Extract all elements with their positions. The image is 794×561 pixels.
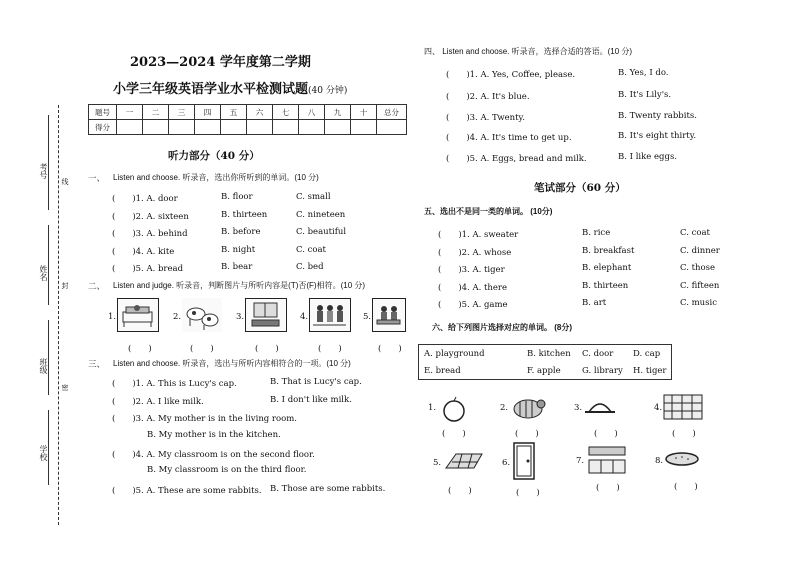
score-cell: 六: [247, 105, 273, 120]
binding-cut-line: [58, 105, 59, 525]
s6-pic6-answer[interactable]: ( ): [516, 488, 540, 498]
playground-picture-icon: [442, 448, 486, 474]
score-input-cell[interactable]: [195, 120, 221, 135]
s1-q5-a[interactable]: ( )5. A. bread: [112, 264, 184, 274]
s1-q5-b: B. bear: [221, 262, 253, 272]
cut-mi-mark: 密: [61, 384, 69, 391]
pic1-number: 1.: [108, 312, 117, 322]
section2-instruction: Listen and judge. 听录音，判断图片与所听内容是(T)否(F)相符。(10 分): [113, 281, 366, 290]
s6-pic5-answer[interactable]: ( ): [448, 486, 472, 496]
cut-line-mark: 线: [61, 178, 69, 185]
score-input-cell[interactable]: [273, 120, 299, 135]
score-input-cell[interactable]: [351, 120, 377, 135]
living-room-picture-icon: [246, 299, 285, 330]
class-field[interactable]: [48, 320, 49, 395]
s6-pic2-answer[interactable]: ( ): [515, 429, 539, 439]
cut-seal-mark: 封: [61, 282, 69, 289]
s6-pic2-number: 2.: [500, 403, 509, 413]
people-picture-icon: [310, 299, 349, 330]
score-input-cell[interactable]: [221, 120, 247, 135]
s1-q2-a[interactable]: ( )2. A. sixteen: [112, 212, 189, 222]
listening-heading: 听力部分（40 分）: [168, 150, 260, 162]
s5-q1-b: B. rice: [582, 228, 611, 238]
score-cell: 总分: [377, 105, 407, 120]
score-cell: 二: [143, 105, 169, 120]
exam-duration: (40 分钟): [308, 86, 348, 96]
section3-instruction: Listen and choose. 听录音，选出与所听内容相符合的一项。(10 分): [113, 359, 351, 368]
s4-q4-a[interactable]: ( )4. A. It's time to get up.: [446, 133, 572, 143]
score-table-header-row: [89, 105, 407, 120]
word-bank-g: G. library: [582, 366, 623, 376]
score-cell: 三: [169, 105, 195, 120]
score-input-cell[interactable]: [325, 120, 351, 135]
score-cell: 一: [117, 105, 143, 120]
section1-number: 一、: [88, 174, 106, 184]
s1-q4-b: B. night: [221, 245, 256, 255]
score-cell: 七: [273, 105, 299, 120]
s4-q4-b: B. It's eight thirty.: [618, 131, 697, 141]
s5-q5-b: B. art: [582, 298, 607, 308]
s3-q5-a[interactable]: ( )5. A. These are some rabbits.: [112, 486, 262, 496]
s1-q3-a[interactable]: ( )3. A. behind: [112, 229, 188, 239]
s5-q5-c: C. music: [680, 298, 717, 308]
pic3-number: 3.: [236, 312, 245, 322]
score-table-score-row: [89, 120, 407, 135]
score-table: [88, 104, 407, 135]
s3-q3-a[interactable]: ( )3. A. My mother is in the living room.: [112, 414, 297, 424]
s5-q4-a[interactable]: ( )4. A. there: [438, 283, 508, 293]
exam-title-line2: [113, 78, 347, 97]
pic4-box: [309, 298, 351, 332]
s1-q1-b: B. floor: [221, 192, 253, 202]
apple-picture-icon: [440, 396, 468, 422]
written-heading: 笔试部分（60 分）: [534, 182, 626, 194]
s1-q5-c: C. bed: [296, 262, 324, 272]
section6-heading: 六、给下列图片选择对应的单词。 (8分): [432, 323, 572, 332]
s5-q2-a[interactable]: ( )2. A. whose: [438, 248, 512, 258]
score-input-cell[interactable]: [247, 120, 273, 135]
s3-q2-b: B. I don't like milk.: [270, 395, 352, 405]
bed-picture-icon: [118, 299, 157, 330]
library-picture-icon: [662, 391, 704, 423]
exam-title-line1: 2023—2024 学年度第二学期: [130, 55, 311, 70]
s4-q3-a[interactable]: ( )3. A. Twenty.: [446, 113, 525, 123]
s5-q2-c: C. dinner: [680, 246, 720, 256]
score-cell: 十: [351, 105, 377, 120]
word-bank-d: D. cap: [633, 349, 661, 359]
section3-number: 三、: [88, 360, 106, 370]
score-cell: 八: [299, 105, 325, 120]
s6-pic8-answer[interactable]: ( ): [674, 482, 698, 492]
s4-q1-b: B. Yes, I do.: [618, 68, 669, 78]
s5-q1-a[interactable]: ( )1. A. sweater: [438, 230, 519, 240]
s1-q4-a[interactable]: ( )4. A. kite: [112, 247, 175, 257]
pic4-number: 4.: [300, 312, 309, 322]
s1-q2-c: C. nineteen: [296, 210, 346, 220]
s1-q1-c: C. small: [296, 192, 331, 202]
s6-pic1-number: 1.: [428, 403, 437, 413]
s6-pic4-number: 4.: [654, 403, 663, 413]
door-picture-icon: [512, 441, 536, 481]
score-cell: 题号: [89, 105, 117, 120]
bread-picture-icon: [664, 449, 700, 467]
s5-q3-b: B. elephant: [582, 263, 632, 273]
s3-q2-a[interactable]: ( )2. A. I like milk.: [112, 397, 204, 407]
score-cell: 四: [195, 105, 221, 120]
s4-q1-a[interactable]: ( )1. A. Yes, Coffee, please.: [446, 70, 576, 80]
kitchen-picture-icon: [586, 444, 628, 476]
pic3-answer[interactable]: ( ): [255, 344, 279, 354]
pic2-answer[interactable]: ( ): [190, 344, 214, 354]
pic1-answer[interactable]: ( ): [128, 344, 152, 354]
s6-pic7-answer[interactable]: ( ): [596, 483, 620, 493]
name-field[interactable]: [48, 225, 49, 305]
s6-pic1-answer[interactable]: ( ): [442, 429, 466, 439]
s1-q4-c: C. coat: [296, 245, 326, 255]
s6-pic3-number: 3.: [574, 403, 583, 413]
s6-pic7-number: 7.: [576, 456, 585, 466]
s4-q2-a[interactable]: ( )2. A. It's blue.: [446, 92, 530, 102]
section2-number: 二、: [88, 282, 106, 292]
pic1-box: [117, 298, 159, 332]
tiger-picture-icon: [510, 393, 546, 423]
class-label: 班级: [39, 358, 48, 374]
s5-q4-b: B. thirteen: [582, 281, 629, 291]
pic2-box: [182, 298, 222, 332]
pic4-answer[interactable]: ( ): [318, 344, 342, 354]
s3-q4-b: B. My classroom is on the third floor.: [147, 465, 307, 475]
school-label: 学校: [39, 445, 48, 461]
s6-pic6-number: 6.: [502, 458, 511, 468]
exam-title-text: 小学三年级英语学业水平检测试题: [113, 82, 309, 97]
word-bank-h: H. tiger: [633, 366, 667, 376]
word-bank-c: C. door: [582, 349, 614, 359]
s5-q4-c: C. fifteen: [680, 281, 720, 291]
score-cell: 九: [325, 105, 351, 120]
s1-q3-b: B. before: [221, 227, 261, 237]
s5-q1-c: C. coat: [680, 228, 710, 238]
s1-q1-a[interactable]: ( )1. A. door: [112, 194, 178, 204]
pic3-box: [245, 298, 287, 332]
s5-q2-b: B. breakfast: [582, 246, 635, 256]
classroom-picture-icon: [373, 299, 404, 330]
name-label: 姓名: [39, 265, 48, 281]
s5-q3-c: C. those: [680, 263, 716, 273]
score-row-label: 得分: [89, 120, 117, 135]
s5-q5-a[interactable]: ( )5. A. game: [438, 300, 508, 310]
word-bank-e: E. bread: [424, 366, 461, 376]
score-input-cell[interactable]: [117, 120, 143, 135]
s5-q3-a[interactable]: ( )3. A. tiger: [438, 265, 505, 275]
section1-instruction: Listen and choose. 听录音，选出你所听到的单词。(10 分): [113, 173, 319, 182]
section5-heading: 五、选出不是同一类的单词。 (10分): [424, 207, 553, 216]
score-input-cell[interactable]: [299, 120, 325, 135]
pic5-answer[interactable]: ( ): [378, 344, 402, 354]
pic5-box: [372, 298, 406, 332]
s3-q5-b: B. Those are some rabbits.: [270, 484, 386, 494]
s6-pic5-number: 5.: [433, 458, 442, 468]
s3-q4-a[interactable]: ( )4. A. My classroom is on the second floor.: [112, 450, 315, 460]
s3-q1-a[interactable]: ( )1. A. This is Lucy's cap.: [112, 379, 237, 389]
word-bank-a: A. playground: [424, 349, 485, 359]
s4-q3-b: B. Twenty rabbits.: [618, 111, 697, 121]
s3-q3-b: B. My mother is in the kitchen.: [147, 430, 281, 440]
s4-q5-a[interactable]: ( )5. A. Eggs, bread and milk.: [446, 154, 587, 164]
s4-q5-b: B. I like eggs.: [618, 152, 678, 162]
s3-q1-b: B. That is Lucy's cap.: [270, 377, 362, 387]
score-cell: 五: [221, 105, 247, 120]
s4-q2-b: B. It's Lily's.: [618, 90, 672, 100]
s1-q3-c: C. beautiful: [296, 227, 347, 237]
score-input-cell[interactable]: [377, 120, 407, 135]
pic2-number: 2.: [173, 312, 182, 322]
s6-pic3-answer[interactable]: ( ): [594, 429, 618, 439]
exam-number-field[interactable]: [48, 115, 49, 210]
exam-number-label: 考号: [39, 163, 48, 179]
pic5-number: 5.: [363, 312, 372, 322]
score-input-cell[interactable]: [143, 120, 169, 135]
score-input-cell[interactable]: [169, 120, 195, 135]
s1-q2-b: B. thirteen: [221, 210, 268, 220]
s6-pic4-answer[interactable]: ( ): [672, 429, 696, 439]
word-bank-f: F. apple: [527, 366, 561, 376]
s6-pic8-number: 8.: [655, 456, 664, 466]
word-bank-b: B. kitchen: [527, 349, 571, 359]
section4-heading: 四、 Listen and choose. 听录音，选择合适的答语。(10 分): [424, 47, 633, 56]
cows-picture-icon: [182, 298, 222, 332]
cap-picture-icon: [583, 396, 617, 420]
school-field[interactable]: [48, 410, 49, 485]
